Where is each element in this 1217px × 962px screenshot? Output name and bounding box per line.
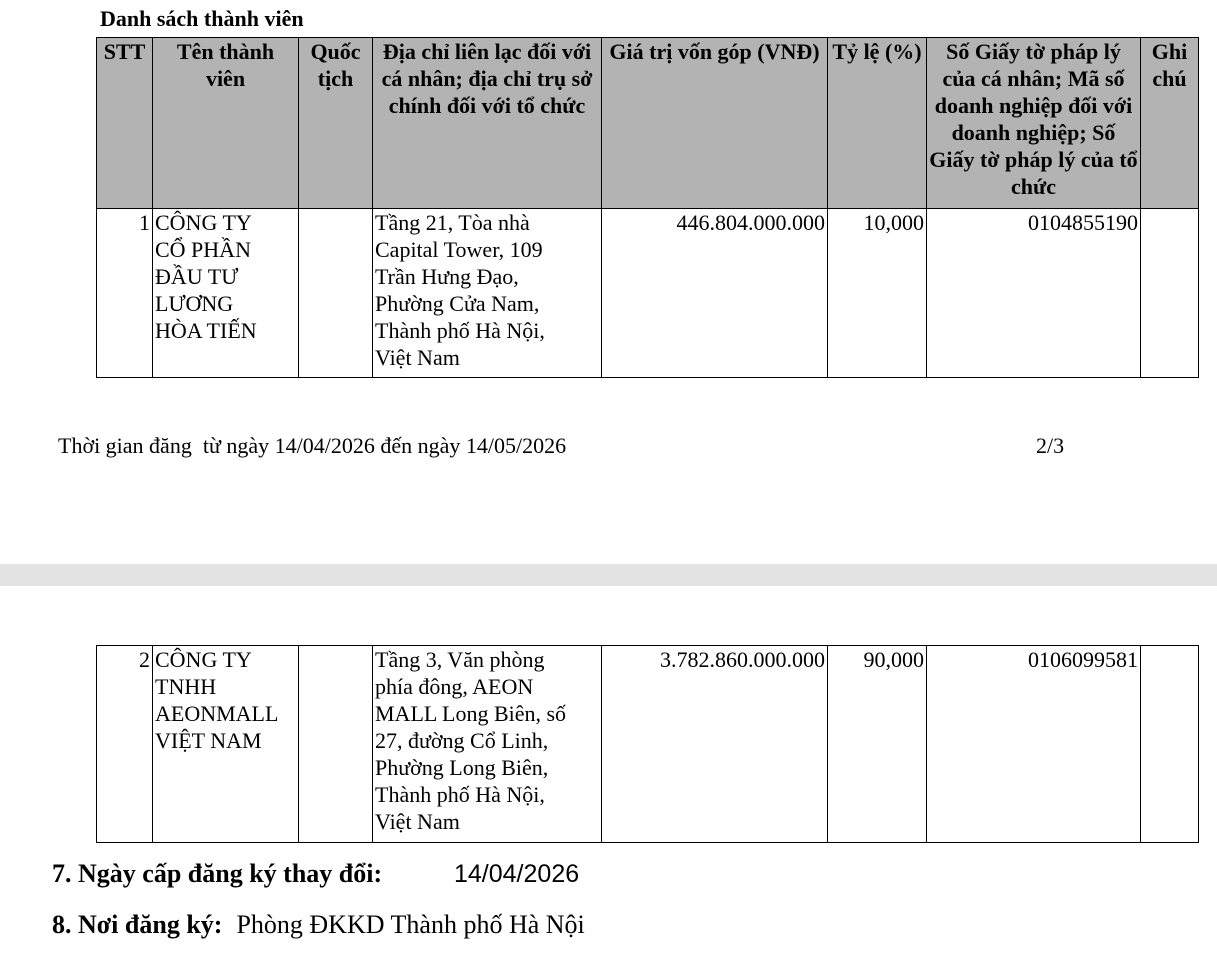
table-header-row <box>97 38 1199 209</box>
header-note: Ghi chú <box>1141 38 1199 209</box>
section-title: Danh sách thành viên <box>100 6 304 31</box>
page-separator <box>0 564 1217 586</box>
row-stt: 1 <box>97 209 153 378</box>
row-ratio: 90,000 <box>828 646 927 843</box>
row-member-name: CÔNG TY TNHH AEONMALL VIỆT NAM <box>153 646 299 843</box>
change-registration-date <box>52 858 580 890</box>
header-member-name: Tên thành viên <box>153 38 299 209</box>
registration-place-label: 8. Nơi đăng ký: <box>52 910 223 939</box>
change-registration-date-value: 14/04/2026 <box>454 860 580 888</box>
table-row <box>97 646 1199 843</box>
header-nationality: Quốc tịch <box>299 38 373 209</box>
header-address: Địa chỉ liên lạc đối với cá nhân; địa chỉ trụ sở chính đối với tổ chức <box>373 38 602 209</box>
row-nationality <box>299 646 373 843</box>
members-table <box>96 37 1199 378</box>
row-registration-number: 0106099581 <box>927 646 1141 843</box>
row-registration-number: 0104855190 <box>927 209 1141 378</box>
row-address: Tầng 3, Văn phòng phía đông, AEON MALL Long Biên, số 27, đường Cổ Linh, Phường Long Biên, Thành phố Hà Nội, Việt Nam <box>373 646 602 843</box>
row-ratio: 10,000 <box>828 209 927 378</box>
change-registration-date-label: 7. Ngày cấp đăng ký thay đổi: <box>52 859 383 888</box>
header-stt: STT <box>97 38 153 209</box>
row-note <box>1141 209 1199 378</box>
row-stt: 2 <box>97 646 153 843</box>
page-number: 2/3 <box>1036 433 1065 458</box>
header-capital: Giá trị vốn góp (VNĐ) <box>602 38 828 209</box>
registration-place <box>52 909 585 941</box>
table-row <box>97 209 1199 378</box>
row-note <box>1141 646 1199 843</box>
row-capital: 446.804.000.000 <box>602 209 828 378</box>
row-nationality <box>299 209 373 378</box>
publication-period: Thời gian đăng từ ngày 14/04/2026 đến ngày 14/05/2026 <box>58 433 567 458</box>
row-address: Tầng 21, Tòa nhà Capital Tower, 109 Trần Hưng Đạo, Phường Cửa Nam, Thành phố Hà Nội, Việt Nam <box>373 209 602 378</box>
members-table-continued <box>96 645 1199 843</box>
row-member-name: CÔNG TY CỔ PHẦN ĐẦU TƯ LƯƠNG HÒA TIẾN <box>153 209 299 378</box>
header-registration-number: Số Giấy tờ pháp lý của cá nhân; Mã số doanh nghiệp đối với doanh nghiệp; Số Giấy tờ pháp lý của tổ chức <box>927 38 1141 209</box>
header-ratio: Tỷ lệ (%) <box>828 38 927 209</box>
registration-place-value: Phòng ĐKKD Thành phố Hà Nội <box>236 910 585 939</box>
row-capital: 3.782.860.000.000 <box>602 646 828 843</box>
